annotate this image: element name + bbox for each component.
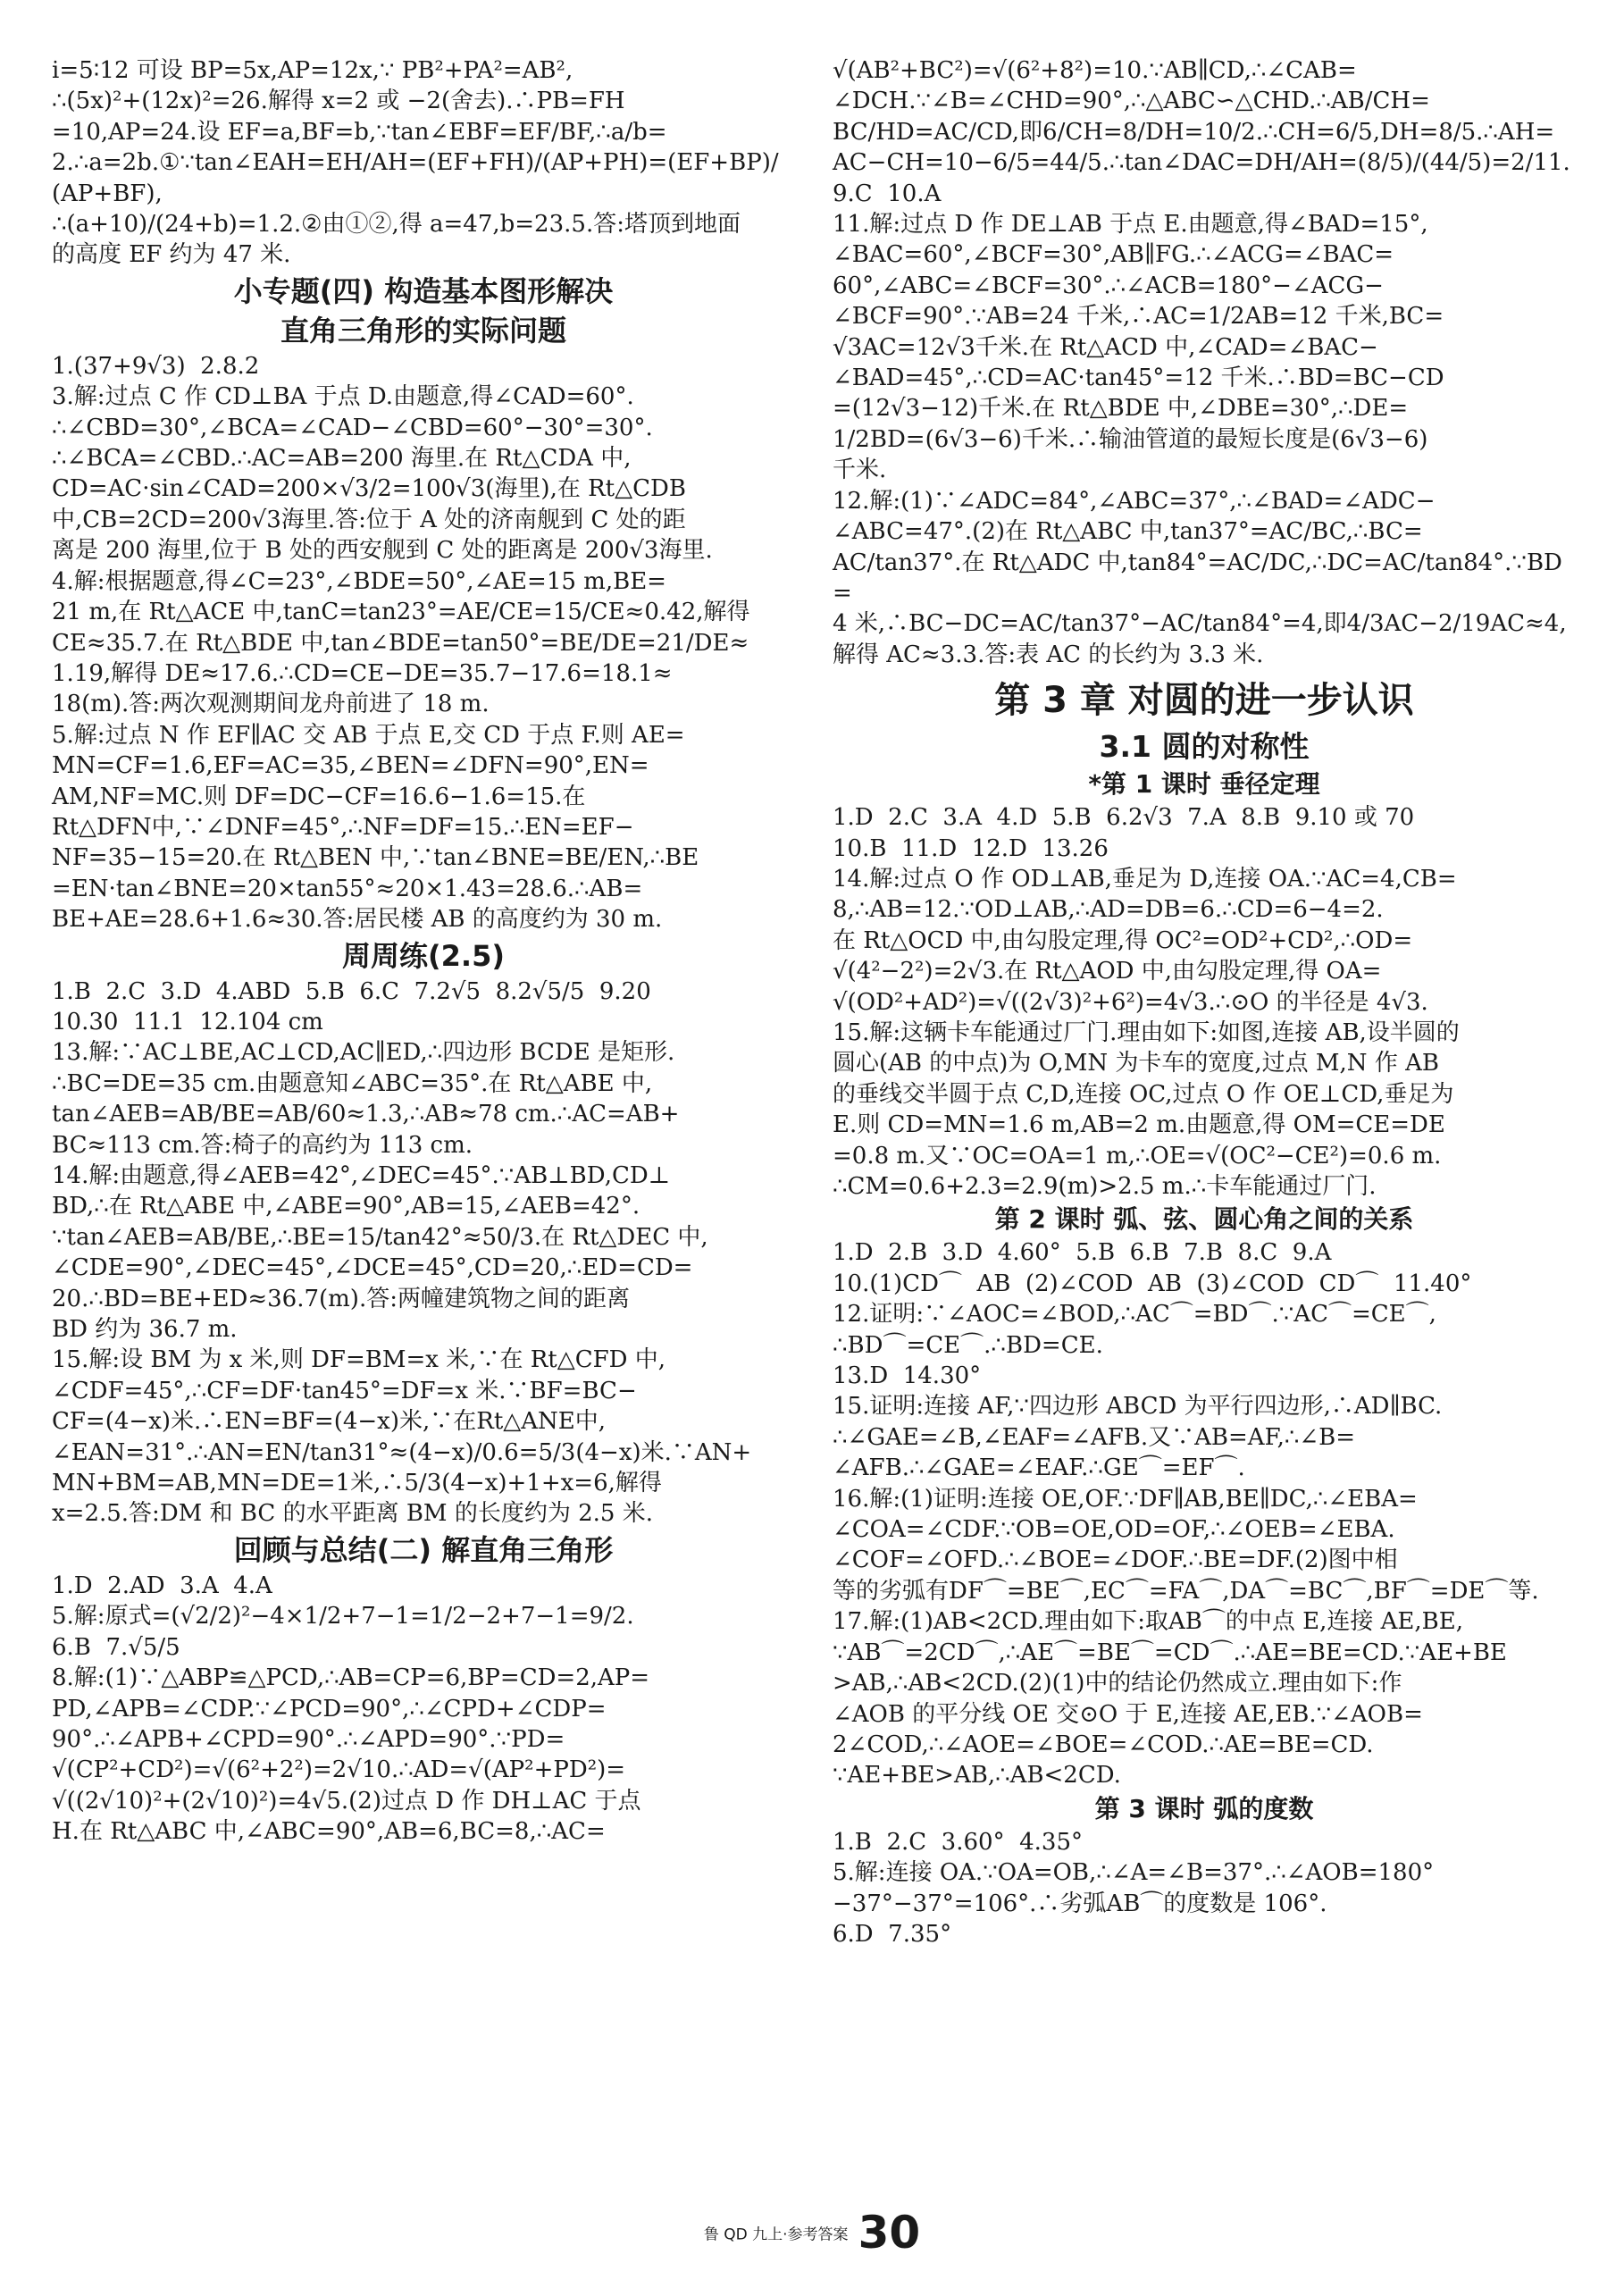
text-line: ∴∠CBD=30°,∠BCA=∠CAD−∠CBD=60°−30°=30°.	[52, 414, 653, 441]
text-line: BD 约为 36.7 m.	[52, 1316, 238, 1344]
text-line: 8.解:(1)∵△ABP≌△PCD,∴AB=CP=6,BP=CD=2,AP=	[52, 1664, 650, 1692]
text-line: 1.D 2.B 3.D 4.60° 5.B 6.B 7.B 8.C 9.A	[833, 1239, 1332, 1267]
text-line: 2∠COD,∴∠AOE=∠BOE=∠COD.∴AE=BE=CD.	[833, 1731, 1374, 1758]
section-heading: 回顾与总结(二) 解直角三角形	[233, 1532, 614, 1567]
text-line: ∠BAD=45°,∴CD=AC·tan45°=12 千米.∴BD=BC−CD	[833, 365, 1444, 392]
text-line: H.在 Rt△ABC 中,∠ABC=90°,AB=6,BC=8,∴AC=	[52, 1818, 606, 1846]
text-line: AC−CH=10−6/5=44/5.∴tan∠DAC=DH/AH=(8/5)/(44/5)=2/11.	[833, 149, 1570, 177]
text-line: 1.(37+9√3) 2.8.2	[52, 352, 260, 380]
text-line: x=2.5.答:DM 和 BC 的水平距离 BM 的长度约为 2.5 米.	[52, 1500, 653, 1528]
text-line: 千米.	[833, 457, 887, 484]
text-line: CF=(4−x)米.∴EN=BF=(4−x)米,∵在Rt△ANE中,	[52, 1408, 607, 1436]
right-column	[833, 55, 1576, 1949]
section-heading: 小专题(四) 构造基本图形解决	[233, 273, 614, 308]
text-line: BE+AE=28.6+1.6≈30.答:居民楼 AB 的高度约为 30 m.	[52, 906, 663, 934]
text-line: 16.解:(1)证明:连接 OE,OF.∵DF∥AB,BE∥DC,∴∠EBA=	[833, 1485, 1418, 1513]
text-line: ∴(a+10)/(24+b)=1.2.②由①②,得 a=47,b=23.5.答:塔顶到地面	[52, 211, 741, 239]
text-line: >AB,∴AB<2CD.(2)(1)中的结论仍然成立.理由如下:作	[833, 1670, 1402, 1697]
text-line: 10.(1)CD⌒ AB (2)∠COD AB (3)∠COD CD⌒ 11.40°	[833, 1270, 1472, 1297]
chapter-title: 第 3 章 对圆的进一步认识	[994, 680, 1414, 722]
text-line: ∠COF=∠OFD.∴∠BOE=∠DOF.∴BE=DF.(2)图中相	[833, 1547, 1398, 1574]
text-line: MN+BM=AB,MN=DE=1米,∴5/3(4−x)+1+x=6,解得	[52, 1470, 662, 1497]
text-line: √(AB²+BC²)=√(6²+8²)=10.∵AB∥CD,∴∠CAB=	[833, 57, 1357, 84]
lesson-title: 第 2 课时 弧、弦、圆心角之间的关系	[994, 1204, 1414, 1235]
text-line: 1.D 2.AD 3.A 4.A	[52, 1572, 272, 1599]
text-line: i=5∶12 可设 BP=5x,AP=12x,∵ PB²+PA²=AB²,	[52, 57, 573, 84]
text-line: 12.证明:∵∠AOC=∠BOD,∴AC⌒=BD⌒.∵AC⌒=CE⌒,	[833, 1301, 1436, 1329]
text-line: tan∠AEB=AB/BE=AB/60≈1.3,∴AB≈78 cm.∴AC=AB+	[52, 1101, 680, 1128]
text-line: 10.30 11.1 12.104 cm	[52, 1008, 323, 1035]
text-line: ∴∠BCA=∠CBD.∴AC=AB=200 海里.在 Rt△CDA 中,	[52, 445, 632, 473]
text-line: 15.解:这辆卡车能通过厂门.理由如下:如图,连接 AB,设半圆的	[833, 1018, 1460, 1046]
text-line: E.则 CD=MN=1.6 m,AB=2 m.由题意,得 OM=CE=DE	[833, 1111, 1445, 1139]
section-title: 3.1 圆的对称性	[1099, 729, 1310, 765]
text-line: ∠AOB 的平分线 OE 交⊙O 于 E,连接 AE,EB.∵∠AOB=	[833, 1700, 1423, 1728]
text-line: ∠CDE=90°,∠DEC=45°,∠DCE=45°,CD=20,∴ED=CD=	[52, 1254, 693, 1282]
text-line: ∴CM=0.6+2.3=2.9(m)>2.5 m.∴卡车能通过厂门.	[833, 1173, 1377, 1200]
text-line: 13.解:∵AC⊥BE,AC⊥CD,AC∥ED,∴四边形 BCDE 是矩形.	[52, 1039, 675, 1067]
text-line: 11.解:过点 D 作 DE⊥AB 于点 E.由题意,得∠BAD=15°,	[833, 211, 1428, 239]
text-line: 6.D 7.35°	[833, 1920, 952, 1948]
text-line: 13.D 14.30°	[833, 1362, 982, 1390]
text-line: 18(m).答:两次观测期间龙舟前进了 18 m.	[52, 691, 490, 718]
text-line: MN=CF=1.6,EF=AC=35,∠BEN=∠DFN=90°,EN=	[52, 752, 649, 780]
text-line: 1.B 2.C 3.D 4.ABD 5.B 6.C 7.2√5 8.2√5/5 9.20	[52, 977, 651, 1005]
text-line: 17.解:(1)AB<2CD.理由如下:取AB⌒的中点 E,连接 AE,BE,	[833, 1608, 1464, 1636]
text-line: 等的劣弧有DF⌒=BE⌒,EC⌒=FA⌒,DA⌒=BC⌒,BF⌒=DE⌒等.	[833, 1577, 1539, 1605]
text-line: √(OD²+AD²)=√((2√3)²+6²)=4√3.∴⊙O 的半径是 4√3.	[833, 988, 1428, 1016]
text-line: 的高度 EF 约为 47 米.	[52, 241, 291, 269]
text-line: Rt△DFN中,∵∠DNF=45°,∴NF=DF=15.∴EN=EF−	[52, 813, 634, 841]
text-line: 6.B 7.√5/5	[52, 1633, 180, 1661]
text-line: 90°.∴∠APB+∠CPD=90°.∴∠APD=90°.∵PD=	[52, 1725, 565, 1753]
text-line: 的垂线交半圆于点 C,D,连接 OC,过点 O 作 OE⊥CD,垂足为	[833, 1080, 1454, 1108]
text-line: 15.解:设 BM 为 x 米,则 DF=BM=x 米,∵在 Rt△CFD 中,	[52, 1346, 666, 1374]
text-line: 1.B 2.C 3.60° 4.35°	[833, 1828, 1083, 1856]
text-line: =(12√3−12)千米.在 Rt△BDE 中,∠DBE=30°,∴DE=	[833, 395, 1409, 423]
text-line: 2.∴a=2b.①∵tan∠EAH=EH/AH=(EF+FH)/(AP+PH)=(EF+BP)/(AP+BF),	[52, 149, 779, 207]
text-line: √((2√10)²+(2√10)²)=4√5.(2)过点 D 作 DH⊥AC 于点	[52, 1787, 641, 1815]
section-heading: 周周练(2.5)	[342, 938, 505, 973]
text-line: 14.解:由题意,得∠AEB=42°,∠DEC=45°.∵AB⊥BD,CD⊥	[52, 1162, 671, 1189]
text-line: ∴∠GAE=∠B,∠EAF=∠AFB.又∵AB=AF,∴∠B=	[833, 1423, 1356, 1451]
text-line: 离是 200 海里,位于 B 处的西安舰到 C 处的距离是 200√3海里.	[52, 537, 713, 565]
text-line: ∠BCF=90°.∵AB=24 千米,∴AC=1/2AB=12 千米,BC=	[833, 303, 1444, 331]
text-line: ∴BD⌒=CE⌒.∴BD=CE.	[833, 1331, 1103, 1359]
text-line: ∠COA=∠CDF.∵OB=OE,OD=OF,∴∠OEB=∠EBA.	[833, 1516, 1395, 1544]
footer-label: 鲁 QD 九上·参考答案	[703, 2226, 849, 2244]
text-line: PD,∠APB=∠CDP.∵∠PCD=90°,∴∠CPD+∠CDP=	[52, 1695, 607, 1723]
text-line: √(CP²+CD²)=√(6²+2²)=2√10.∴AD=√(AP²+PD²)=	[52, 1756, 626, 1784]
page-footer	[0, 2207, 1624, 2259]
text-line: 21 m,在 Rt△ACE 中,tanC=tan23°=AE/CE=15/CE≈0.42,解得	[52, 599, 750, 626]
text-line: √3AC=12√3千米.在 Rt△ACD 中,∠CAD=∠BAC−	[833, 333, 1378, 361]
text-line: 1/2BD=(6√3−6)千米.∴输油管道的最短长度是(6√3−6)	[833, 425, 1428, 453]
lesson-title: 第 3 课时 弧的度数	[1094, 1793, 1314, 1823]
text-line: ∠BAC=60°,∠BCF=30°,AB∥FG.∴∠ACG=∠BAC=	[833, 241, 1394, 269]
page-number: 30	[858, 2207, 921, 2259]
text-line: 4.解:根据题意,得∠C=23°,∠BDE=50°,∠AE=15 m,BE=	[52, 567, 666, 595]
text-line: =0.8 m.又∵OC=OA=1 m,∴OE=√(OC²−CE²)=0.6 m.	[833, 1142, 1442, 1169]
text-line: 中,CB=2CD=200√3海里.答:位于 A 处的济南舰到 C 处的距	[52, 506, 686, 533]
lesson-title: *第 1 课时 垂径定理	[1088, 769, 1320, 800]
text-line: ∠DCH.∵∠B=∠CHD=90°,∴△ABC∽△CHD.∴AB/CH=	[833, 88, 1430, 115]
text-line: 1.D 2.C 3.A 4.D 5.B 6.2√3 7.A 8.B 9.10 或 70	[833, 804, 1415, 832]
text-line: 5.解:过点 N 作 EF∥AC 交 AB 于点 E,交 CD 于点 F.则 AE=	[52, 721, 685, 749]
text-line: 60°,∠ABC=∠BCF=30°.∴∠ACB=180°−∠ACG−	[833, 272, 1384, 299]
text-line: 5.解:连接 OA.∵OA=OB,∴∠A=∠B=37°.∴∠AOB=180°	[833, 1859, 1435, 1887]
text-line: NF=35−15=20.在 Rt△BEN 中,∵tan∠BNE=BE/EN,∴BE	[52, 844, 699, 872]
text-line: CE≈35.7.在 Rt△BDE 中,tan∠BDE=tan50°=BE/DE=21/DE≈	[52, 629, 749, 657]
text-line: AC/tan37°.在 Rt△ADC 中,tan84°=AC/DC,∴DC=AC/tan84°.∵BD=	[833, 549, 1562, 607]
text-line: BC/HD=AC/CD,即6/CH=8/DH=10/2.∴CH=6/5,DH=8/5.∴AH=	[833, 118, 1555, 146]
text-line: 解得 AC≈3.3.答:表 AC 的长约为 3.3 米.	[833, 641, 1264, 668]
text-line: 5.解:原式=(√2/2)²−4×1/2+7−1=1/2−2+7−1=9/2.	[52, 1603, 634, 1630]
text-line: BC≈113 cm.答:椅子的高约为 113 cm.	[52, 1131, 473, 1159]
text-line: 3.解:过点 C 作 CD⊥BA 于点 D.由题意,得∠CAD=60°.	[52, 383, 634, 411]
text-line: 12.解:(1)∵∠ADC=84°,∠ABC=37°,∴∠BAD=∠ADC−	[833, 487, 1436, 515]
text-line: ∴(5x)²+(12x)²=26.解得 x=2 或 −2(舍去).∴PB=FH	[52, 88, 625, 115]
section-heading: 直角三角形的实际问题	[280, 313, 566, 348]
text-line: ∠CDF=45°,∴CF=DF·tan45°=DF=x 米.∵BF=BC−	[52, 1377, 637, 1404]
text-line: √(4²−2²)=2√3.在 Rt△AOD 中,由勾股定理,得 OA=	[833, 958, 1382, 985]
text-line: 14.解:过点 O 作 OD⊥AB,垂足为 D,连接 OA.∵AC=4,CB=	[833, 865, 1457, 893]
text-line: 15.证明:连接 AF,∵四边形 ABCD 为平行四边形,∴AD∥BC.	[833, 1393, 1443, 1421]
text-line: ∠EAN=31°.∴AN=EN/tan31°≈(4−x)/0.6=5/3(4−x)米.∵AN+	[52, 1438, 752, 1466]
left-column	[52, 55, 795, 1848]
text-line: ∵tan∠AEB=AB/BE,∴BE=15/tan42°≈50/3.在 Rt△DEC 中,	[52, 1223, 708, 1251]
text-line: 20.∴BD=BE+ED≈36.7(m).答:两幢建筑物之间的距离	[52, 1285, 630, 1312]
text-line: AM,NF=MC.则 DF=DC−CF=16.6−1.6=15.在	[52, 783, 586, 810]
text-line: =EN·tan∠BNE=20×tan55°≈20×1.43=28.6.∴AB=	[52, 875, 643, 902]
text-line: 在 Rt△OCD 中,由勾股定理,得 OC²=OD²+CD²,∴OD=	[833, 926, 1413, 954]
text-line: =10,AP=24.设 EF=a,BF=b,∵tan∠EBF=EF/BF,∴a/b=	[52, 118, 667, 146]
text-line: ∴BC=DE=35 cm.由题意知∠ABC=35°.在 Rt△ABE 中,	[52, 1069, 653, 1097]
text-line: CD=AC·sin∠CAD=200×√3/2=100√3(海里),在 Rt△CDB	[52, 475, 686, 503]
text-line: 1.19,解得 DE≈17.6.∴CD=CE−DE=35.7−17.6=18.1≈	[52, 659, 673, 687]
text-line: 8,∴AB=12.∵OD⊥AB,∴AD=DB=6.∴CD=6−4=2.	[833, 896, 1384, 924]
text-line: 9.C 10.A	[833, 180, 942, 207]
text-line: ∵AB⌒=2CD⌒,∴AE⌒=BE⌒=CD⌒.∴AE=BE=CD.∵AE+BE	[833, 1639, 1507, 1666]
text-line: 4 米,∴BC−DC=AC/tan37°−AC/tan84°=4,即4/3AC−2/19AC≈4,	[833, 610, 1567, 638]
text-line: ∵AE+BE>AB,∴AB<2CD.	[833, 1762, 1121, 1790]
text-line: 10.B 11.D 12.D 13.26	[833, 834, 1109, 862]
text-line: BD,∴在 Rt△ABE 中,∠ABE=90°,AB=15,∠AEB=42°.	[52, 1193, 640, 1220]
text-line: −37°−37°=106°.∴劣弧AB⌒的度数是 106°.	[833, 1890, 1327, 1917]
text-line: 圆心(AB 的中点)为 O,MN 为卡车的宽度,过点 M,N 作 AB	[833, 1050, 1439, 1077]
text-line: ∠ABC=47°.(2)在 Rt△ABC 中,tan37°=AC/BC,∴BC=	[833, 518, 1423, 546]
text-line: ∠AFB.∴∠GAE=∠EAF.∴GE⌒=EF⌒.	[833, 1454, 1245, 1482]
